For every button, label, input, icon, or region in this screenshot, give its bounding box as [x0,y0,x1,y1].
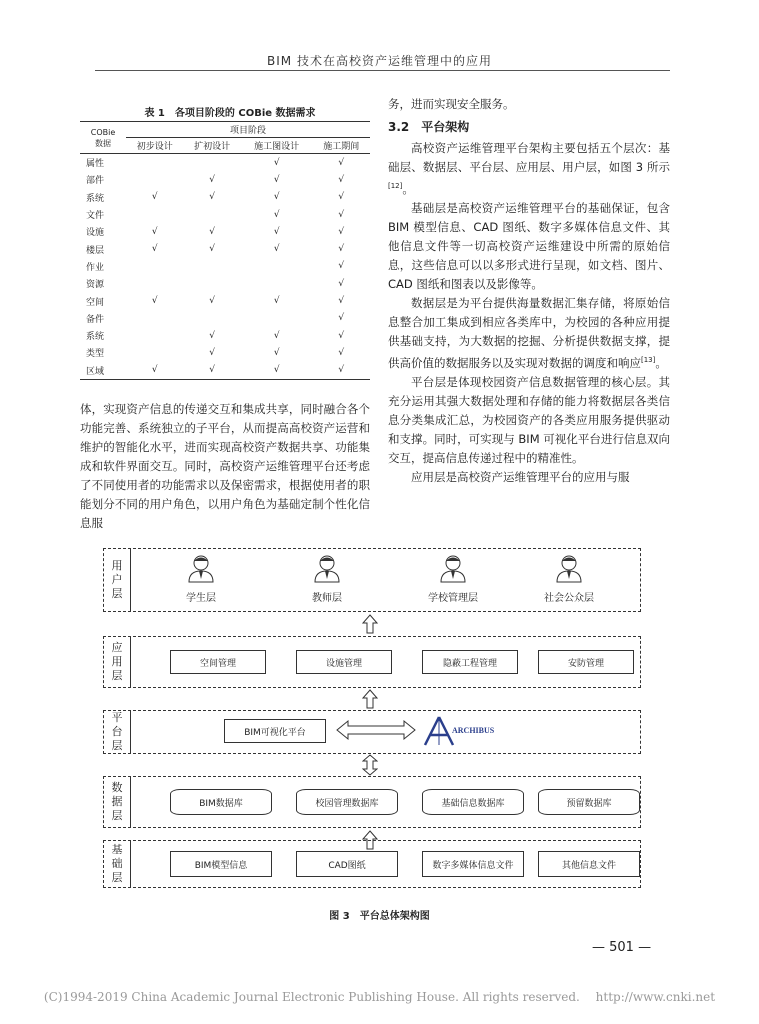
row-label: 资源 [86,280,105,291]
check-cell: √ [273,347,280,358]
row-label: 空间 [86,297,105,308]
figure-databases-item: 校园管理数据库 [296,789,398,815]
base-layer [103,840,641,888]
check-cell [126,275,183,292]
figure-base_items-item: 其他信息文件 [538,851,640,877]
row-label: 类型 [86,349,105,360]
row-label: 区域 [80,362,126,380]
figure-databases-item: BIM数据库 [170,789,272,815]
table-row [80,258,370,275]
figure-apps-item: 空间管理 [170,650,266,674]
figure-apps-item: 隐蔽工程管理 [422,650,518,674]
check-cell: √ [273,192,280,203]
check-cell: √ [151,296,158,307]
up-arrow-icon [362,689,378,709]
check-cell: √ [338,244,345,255]
check-cell [126,310,183,327]
check-cell: √ [126,362,183,380]
archibus-logo [422,715,532,747]
user-role-label: 学校管理层 [428,593,478,604]
archibus-logo-text: ARCHIBUS [452,726,495,735]
check-cell: √ [209,226,215,237]
check-cell [183,310,240,327]
table-column-header: 施工期间 [313,138,370,154]
person-icon [186,553,216,583]
check-cell: √ [209,244,215,255]
user-role-label: 教师层 [312,593,342,604]
check-cell: √ [313,362,370,380]
left-body-text [80,400,370,533]
check-cell: √ [338,192,345,203]
check-cell: √ [151,244,158,255]
check-cell [183,206,240,223]
running-header: BIM 技术在高校资产运维管理中的应用 [267,54,492,68]
row-label: 系统 [86,332,105,343]
page-number: — 501 — [592,940,652,955]
figure-caption: 图 3 平台总体架构图 [329,911,430,922]
check-cell: √ [338,261,345,272]
user-layer-label: 用 户 层 [111,559,123,600]
check-cell: √ [209,192,215,203]
figure-databases-item: 预留数据库 [538,789,640,815]
table-row [80,275,370,292]
check-cell [126,344,183,361]
data-layer [103,776,641,828]
updown-arrow-icon [362,754,378,776]
app-layer-label: 应 用 层 [111,641,123,682]
table-row [80,344,370,361]
table-row [80,362,370,380]
table-row [80,206,370,223]
row-label: 属性 [86,159,105,170]
platform-layer [103,710,641,754]
citation-13: [13] [641,355,656,364]
p3-end: 。 [655,355,667,370]
check-cell: √ [273,296,280,307]
person-icon [312,553,342,583]
table-row [80,292,370,309]
check-cell: √ [241,362,313,380]
table-column-header: 施工图设计 [241,138,313,154]
check-cell: √ [338,157,345,168]
check-cell [126,154,183,172]
check-cell: √ [273,226,280,237]
user-layer [103,548,641,612]
check-cell: √ [338,278,345,289]
check-cell: √ [338,296,345,307]
row-label: 设施 [86,228,105,239]
table-row [80,171,370,188]
check-cell: √ [151,192,158,203]
right-paragraph-1 [388,139,670,199]
p1-end: 。 [402,181,414,196]
table-column-header: 初步设计 [126,138,183,154]
data-layer-label: 数 据 层 [111,781,123,822]
table-row [80,327,370,344]
row-label: 文件 [86,211,105,222]
check-cell: √ [338,330,345,341]
corner-text: COBie 数据 [90,127,116,148]
figure-apps-item: 安防管理 [538,650,634,674]
check-cell: √ [273,244,280,255]
figure-base_items-item: CAD图纸 [296,851,398,877]
right-paragraph-3 [388,294,670,373]
platform-layer-name [104,711,131,753]
check-cell [241,275,313,292]
row-label: 备件 [86,314,105,325]
check-cell [126,327,183,344]
check-cell [241,258,313,275]
row-label: 系统 [86,193,105,204]
up-arrow-icon [362,614,378,634]
check-cell: √ [209,330,215,341]
check-cell: √ [338,174,345,185]
table-group-header: 项目阶段 [126,122,370,138]
table-column-header: 扩初设计 [183,138,240,154]
platform-layer-label: 平 台 层 [111,711,123,752]
check-cell [241,310,313,327]
check-cell: √ [338,209,345,220]
check-cell [126,171,183,188]
p3-text: 数据层是为平台提供海量数据汇集存储，将原始信息整合加工集成到相应各类库中，为校园的各种应用提供基础支持，为大数据的挖掘、分析提供数据支撑，提供高价值的数据服务以及实现对数据的调度和响应 [388,295,670,370]
figure-apps-item: 设施管理 [296,650,392,674]
cobie-table [80,121,370,380]
right-body-text [388,95,670,487]
copyright-footer: (C)1994-2019 China Academic Journal Electronic Publishing House. All rights reserved. http://www.cnki.net [43,990,716,1004]
table-row [80,240,370,257]
architecture-figure [103,548,643,888]
figure-databases-item: 基础信息数据库 [422,789,524,815]
figure-base_items-item: BIM模型信息 [170,851,272,877]
p1-text: 高校资产运维管理平台架构主要包括五个层次：基础层、数据层、平台层、应用层、用户层，如图 3 所示 [388,141,670,174]
bidirectional-arrow-icon [336,719,416,741]
check-cell: √ [151,226,158,237]
table-row [80,154,370,172]
header-rule [95,70,670,71]
app-layer-name [104,637,131,687]
check-cell: √ [338,347,345,358]
citation-12: [12] [388,182,403,190]
check-cell [183,275,240,292]
figure-base_items-item: 数字多媒体信息文件 [422,851,524,877]
right-paragraph-5: 应用层是高校资产运维管理平台的应用与服 [411,469,630,484]
check-cell: √ [273,157,280,168]
check-cell: √ [338,226,345,237]
user-layer-name [104,549,131,611]
table-row [80,310,370,327]
table-row [80,189,370,206]
check-cell: √ [273,209,280,220]
base-layer-label: 基 础 层 [111,843,123,884]
right-paragraph-0: 务，进而实现安全服务。 [388,97,515,111]
check-cell: √ [209,174,215,185]
check-cell: √ [209,347,215,358]
table-caption: 表 1 各项目阶段的 COBie 数据需求 [144,108,316,119]
check-cell [126,258,183,275]
left-paragraph: 体，实现资产信息的传递交互和集成共享，同时融合各个功能完善、系统独立的子平台，从而提高高校资产运营和维护的智能化水平，进而实现高校资产数据共享、功能集成和软件界面交互。同时，高校资产运维管理平台还考虑了不同使用者的功能需求以及保密需求，根据使用者的职能划分不同的用户角色，以用户角色为基础定制个性化信息服 [80,402,370,530]
table-corner-label [80,122,126,154]
check-cell [183,258,240,275]
base-layer-name [104,841,131,887]
person-icon [438,553,468,583]
check-cell [126,206,183,223]
person-icon [554,553,584,583]
bim-visual-platform-box: BIM可视化平台 [224,719,326,743]
check-cell: √ [183,362,240,380]
check-cell [183,154,240,172]
user-role-label: 社会公众层 [544,593,594,604]
user-role-label: 学生层 [186,593,216,604]
table-row [80,223,370,240]
check-cell: √ [273,174,280,185]
row-label: 楼层 [86,245,105,256]
row-label: 部件 [86,176,105,187]
archibus-logo-icon [422,715,456,747]
row-label: 作业 [86,262,105,273]
section-heading: 3.2 平台架构 [388,120,470,134]
right-paragraph-4: 平台层是体现校园资产信息数据管理的核心层。其充分运用其强大数据处理和存储的能力将数据层各类信息分类集成汇总，为校园资产的各类应用服务提供驱动和支撑。同时，可实现与 BIM 可视化平台进行信息双向交互，提高信息传递过程中的精准性。 [388,374,670,465]
check-cell: √ [338,313,345,324]
app-layer [103,636,641,688]
right-paragraph-2: 基础层是高校资产运维管理平台的基础保证，包含 BIM 模型信息、CAD 图纸、数字多媒体信息文件、其他信息文件等一切高校资产运维建设中所需的原始信息，这些信息可以以多形式进行呈现，如文档、图片、CAD 图纸和图表以及影像等。 [388,200,670,291]
data-layer-name [104,777,131,827]
check-cell: √ [209,296,215,307]
check-cell: √ [273,330,280,341]
